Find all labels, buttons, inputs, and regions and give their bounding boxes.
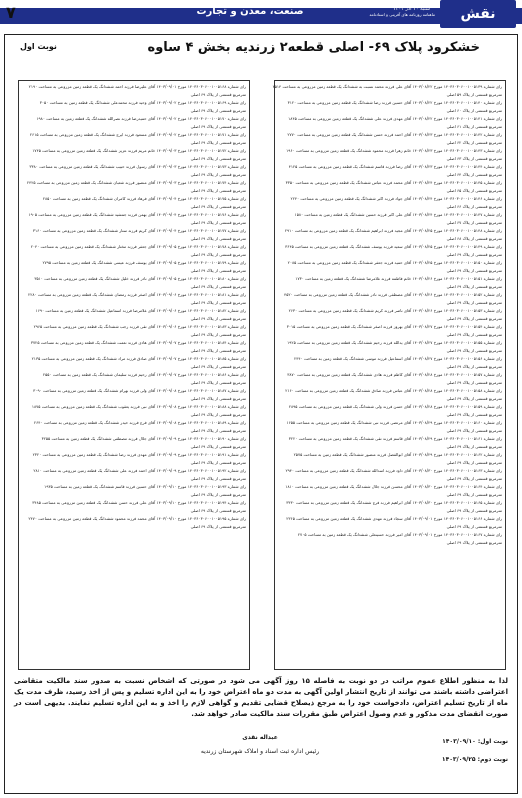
- notice-line: رای شماره ۱۴۰۳۶۰۳۰۶۰۰۱۰۰۵۱۶۹ مورخ ۱۴۰۳/۰۹/۰۲ آقای وحید فرزند محمدعلی ششدانگ یک قطعه زمین به مساحت ۳۰۵۰: [39, 100, 246, 105]
- notice-line: مترمربع قسمتی از پلاک ۶۹ اصلی: [190, 524, 246, 529]
- notice-line: مترمربع قسمتی از پلاک ۶۹ اصلی: [190, 460, 246, 465]
- notice-line: مترمربع قسمتی از پلاک ۶۹ اصلی: [190, 300, 246, 305]
- notice-line: رای شماره ۱۴۰۳۶۰۳۰۶۰۰۱۰۰۵۱۷۸ مورخ ۱۴۰۳/۰۹/۰۵ آقای جعفر فرزند مختار ششدانگ یک قطعه زمین مزروعی به مساحت ۲۰۴۰: [30, 244, 246, 249]
- tagline: ماهنامه روزنامه های آفرینی و اسنادنامه: [369, 12, 435, 17]
- newspaper-header: [0, 0, 522, 30]
- notice-line: رای شماره ۱۴۰۳۶۰۳۰۶۰۰۱۰۰۵۱۷۶ مورخ ۱۴۰۳/۰۹/۰۴ آقای بهمن فرزند جمشید ششدانگ یک قطعه زمین مزروعی به مساحت ۱۹۰۵: [28, 212, 246, 217]
- notice-line: رای شماره ۱۴۰۳۶۰۳۰۶۰۰۱۰۰۵۱۴۰ مورخ ۱۴۰۳/۰۸/۲۲ آقای حسین فرزند رضا ششدانگ یک قطعه زمین مزروعی به مساحت ۳۱۲۰: [287, 100, 502, 105]
- notice-line: رای شماره ۱۴۰۳۶۰۳۰۶۰۰۱۰۰۵۱۹۱ مورخ ۱۴۰۳/۰۹/۰۹ آقای مهدی فرزند رضا ششدانگ یک قطعه زمین مزروعی به مساحت ۲۳۲۰: [32, 452, 246, 457]
- notice-line: رای شماره ۱۴۰۳۶۰۳۰۶۰۰۱۰۰۵۱۶۴ مورخ ۱۴۰۳/۰۸/۳۰ آقای محسن فرزند جلال ششدانگ یک قطعه زمین مزروعی به مساحت ۱۸۱۰: [285, 484, 502, 489]
- notice-line: رای شماره ۱۴۰۳۶۰۳۰۶۰۰۱۰۰۵۱۴۵ مورخ ۱۴۰۳/۰۸/۲۴ آقای محمد فرزند عباس ششدانگ یک قطعه زمین مزروعی به مساحت ۳۳۵۰: [285, 180, 502, 185]
- notice-line: مترمربع قسمتی از پلاک ۶۹ اصلی: [446, 492, 502, 497]
- notice-column-right: [274, 80, 506, 670]
- notice-line: رای شماره ۱۴۰۳۶۰۳۰۶۰۰۱۰۰۵۱۶۱ مورخ ۱۴۰۳/۰۸/۲۹ آقای قاسم فرزند تقی ششدانگ یک قطعه زمین مزروعی به مساحت ۳۲۲۰: [288, 436, 502, 441]
- notice-line: رای شماره ۱۴۰۳۶۰۳۰۶۰۰۱۰۰۵۱۹۳ مورخ ۱۴۰۳/۰۹/۱۰ آقای حسین فرزند قاسم ششدانگ یک قطعه زمین به مساحت ۱۹۳۵: [44, 484, 246, 489]
- notice-line: رای شماره ۱۴۰۳۶۰۳۰۶۰۰۱۰۰۵۱۵۸ مورخ ۱۴۰۳/۰۸/۲۸ آقای عباس فرزند صادق ششدانگ یک قطعه زمین مزروعی به مساحت ۲۱۶۰: [285, 388, 502, 393]
- notice-line: مترمربع قسمتی از پلاک ۶۹ اصلی: [446, 508, 502, 513]
- notice-line: رای شماره ۱۴۰۳۶۰۳۰۶۰۰۱۰۰۵۱۹۰ مورخ ۱۴۰۳/۰۹/۰۹ آقای جلال فرزند مصطفی ششدانگ یک قطعه زمین به مساحت ۳۲۵۵: [41, 436, 246, 441]
- notice-line: رای شماره ۱۴۰۳۶۰۳۰۶۰۰۱۰۰۵۱۶۲ مورخ ۱۴۰۳/۰۸/۲۹ آقای ابوالفضل فرزند منصور ششدانگ یک قطعه زمین به مساحت ۲۵۷۵: [293, 452, 502, 457]
- notice-line: رای شماره ۱۴۰۳۶۰۳۰۶۰۰۱۰۰۵۱۴۱ مورخ ۱۴۰۳/۰۸/۲۲ آقای مهدی فرزند علی ششدانگ یک قطعه زمین مزروعی به مساحت ۱۸۴۵: [288, 116, 502, 121]
- notice-line: مترمربع قسمتی از پلاک ۶۹ اصلی: [446, 332, 502, 337]
- notice-line: رای شماره ۱۴۰۳۶۰۳۰۶۰۰۱۰۰۵۱۵۰ مورخ ۱۴۰۳/۰۸/۲۵ آقای حمید فرزند جعفر ششدانگ یک قطعه زمین مزروعی به مساحت ۲۰۸۵: [287, 260, 502, 265]
- notice-line: مترمربع قسمتی از پلاک ۶۹ اصلی: [190, 92, 246, 97]
- notice-line: مترمربع قسمتی از پلاک ۶۹ اصلی: [446, 524, 502, 529]
- notice-line: مترمربع قسمتی از پلاک ۶۹ اصلی: [190, 396, 246, 401]
- notice-line: رای شماره ۱۴۰۳۶۰۳۰۶۰۰۱۰۰۵۱۷۹ مورخ ۱۴۰۳/۰۹/۰۵ آقای یوسف فرزند عیسی ششدانگ یک قطعه زمین به مساحت ۲۷۹۵: [42, 260, 246, 265]
- notice-line: مترمربع قسمتی از پلاک ۶۹ اصلی: [446, 460, 502, 465]
- notice-line: مترمربع قسمتی از پلاک ۶۹ اصلی: [190, 476, 246, 481]
- turn-label: نوبت اول: [20, 42, 57, 51]
- page-number: ۷: [6, 3, 16, 22]
- notice-line: رای شماره ۱۴۰۳۶۰۳۰۶۰۰۱۰۰۵۱۴۳ مورخ ۱۴۰۳/۰۸/۲۳ خانم زهرا فرزند محمود ششدانگ یک قطعه زمین مزروعی به مساحت ۱۹۶۰: [286, 148, 502, 153]
- notice-line: مترمربع قسمتی از پلاک ۶۹ اصلی: [190, 204, 246, 209]
- notice-line: مترمربع قسمتی از پلاک ۶۹ اصلی: [446, 540, 502, 545]
- notice-line: رای شماره ۱۴۰۳۶۰۳۰۶۰۰۱۰۰۵۱۴۴ مورخ ۱۴۰۳/۰۸/۲۳ آقای رضا فرزند قاسم ششدانگ یک قطعه زمین مزروعی به مساحت ۴۱۲۵: [288, 164, 502, 169]
- notice-line: رای شماره ۱۴۰۳۶۰۳۰۶۰۰۱۰۰۵۱۹۲ مورخ ۱۴۰۳/۰۹/۰۹ آقای احمد فرزند علی ششدانگ یک قطعه زمین مزروعی به مساحت ۲۸۱۰: [33, 468, 246, 473]
- notice-line: رای شماره ۱۴۰۳۶۰۳۰۶۰۰۱۰۰۵۱۷۲ مورخ ۱۴۰۳/۰۹/۰۳ خانم مریم فرزند عزیز ششدانگ یک قطعه زمین مزروعی به مساحت ۱۷۴۵: [32, 148, 246, 153]
- notice-line: مترمربع قسمتی از پلاک ۶۱ اصلی: [446, 124, 502, 129]
- notice-line: رای شماره ۱۴۰۳۶۰۳۰۶۰۰۱۰۰۵۱۶۶ مورخ ۱۴۰۳/۰۹/۰۱ آقای سجاد فرزند مهدی ششدانگ یک قطعه زمین مزروعی به مساحت ۲۳۶۵: [286, 516, 502, 521]
- notice-line: مترمربع قسمتی از پلاک ۶۹ اصلی: [446, 380, 502, 385]
- notice-line: مترمربع قسمتی از پلاک ۶۹ اصلی: [190, 332, 246, 337]
- notice-line: مترمربع قسمتی از پلاک ۶۹ اصلی: [446, 300, 502, 305]
- notice-line: رای شماره ۱۴۰۳۶۰۳۰۶۰۰۱۰۰۵۱۷۰ مورخ ۱۴۰۳/۰۹/۰۲ آقای حمیدرضا فرزند نصرالله ششدانگ یک قطعه زمین به مساحت ۱۹۸۰: [36, 116, 246, 121]
- notice-line: رای شماره ۱۴۰۳۶۰۳۰۶۰۰۱۰۰۵۱۶۵ مورخ ۱۴۰۳/۰۸/۳۰ آقای ابراهیم فرزند فرج ششدانگ یک قطعه زمین مزروعی به مساحت ۳۴۳۰: [286, 500, 502, 505]
- notice-line: مترمربع قسمتی از پلاک ۶۹ اصلی: [190, 348, 246, 353]
- notice-line: رای شماره ۱۴۰۳۶۰۳۰۶۰۰۱۰۰۵۱۵۶ مورخ ۱۴۰۳/۰۸/۲۷ آقای اسماعیل فرزند موسی ششدانگ یک قطعه زمین به مساحت ۲۴۴۰: [294, 356, 502, 361]
- notice-line: مترمربع قسمتی از پلاک ۶۳ اصلی: [446, 156, 502, 161]
- notice-line: مترمربع قسمتی از پلاک ۶۹ اصلی: [190, 172, 246, 177]
- notice-line: مترمربع قسمتی از پلاک ۶۹ اصلی: [190, 236, 246, 241]
- notice-line: مترمربع قسمتی از پلاک ۶۹ اصلی: [446, 348, 502, 353]
- notice-line: مترمربع قسمتی از پلاک ۶۹ اصلی: [446, 428, 502, 433]
- notice-line: رای شماره ۱۴۰۳۶۰۳۰۶۰۰۱۰۰۵۱۸۳ مورخ ۱۴۰۳/۰۹/۰۶ آقای تقی فرزند رجب ششدانگ یک قطعه زمین مزروعی به مساحت ۲۹۶۵: [33, 324, 246, 329]
- notice-line: رای شماره ۱۴۰۳۶۰۳۰۶۰۰۱۰۰۵۱۵۳ مورخ ۱۴۰۳/۰۸/۲۶ آقای ناصر فرزند کریم ششدانگ یک قطعه زمین مزروعی به مساحت ۲۶۳۰: [288, 308, 502, 313]
- notice-line: مترمربع قسمتی از پلاک ۶۹ اصلی: [190, 124, 246, 129]
- signer-name: عبداله نقدی: [242, 734, 278, 741]
- notice-line: مترمربع قسمتی از پلاک ۶۹ اصلی: [190, 380, 246, 385]
- notice-line: رای شماره ۱۴۰۳۶۰۳۰۶۰۰۱۰۰۵۱۷۵ مورخ ۱۴۰۳/۰۹/۰۴ آقای فرهاد فرزند کامران ششدانگ یک قطعه زمین به مساحت ۲۸۵۰: [42, 196, 246, 201]
- notice-line: رای شماره ۱۴۰۳۶۰۳۰۶۰۰۱۰۰۵۱۷۴ مورخ ۱۴۰۳/۰۹/۰۳ آقای منصور فرزند شعبان ششدانگ یک قطعه زمین مزروعی به مساحت ۲۴۲۵: [26, 180, 246, 185]
- section-title: صنعت، معدن و تجارت: [196, 6, 304, 17]
- notice-line: رای شماره ۱۴۰۳۶۰۳۰۶۰۰۱۰۰۵۱۵۵ مورخ ۱۴۰۳/۰۸/۲۷ آقای یدالله فرزند رحیم ششدانگ یک قطعه زمین مزروعی به مساحت ۱۹۲۵: [287, 340, 502, 345]
- notice-line: مترمربع قسمتی از پلاک ۶۹ اصلی: [190, 492, 246, 497]
- notice-line: رای شماره ۱۴۰۳۶۰۳۰۶۰۰۱۰۰۵۱۸۱ مورخ ۱۴۰۳/۰۹/۰۶ آقای اصغر فرزند رمضان ششدانگ یک قطعه زمین مزروعی به مساحت ۲۲۸۰: [28, 292, 246, 297]
- notice-line: رای شماره ۱۴۰۳۶۰۳۰۶۰۰۱۰۰۵۱۴۲ مورخ ۱۴۰۳/۰۸/۲۳ آقای احمد فرزند حسن ششدانگ یک قطعه زمین مزروعی به مساحت ۲۷۷۰: [287, 132, 502, 137]
- notice-line: مترمربع قسمتی از پلاک ۵۹ اصلی: [446, 92, 502, 97]
- notice-line: مترمربع قسمتی از پلاک ۶۰ اصلی: [446, 108, 502, 113]
- notice-line: رای شماره ۱۴۰۳۶۰۳۰۶۰۰۱۰۰۵۱۹۵ مورخ ۱۴۰۳/۰۹/۱۰ آقای محمد فرزند محمود ششدانگ یک قطعه زمین مزروعی به مساحت ۲۴۷۰: [28, 516, 246, 521]
- notice-line: رای شماره ۱۴۰۳۶۰۳۰۶۰۰۱۰۰۵۱۵۴ مورخ ۱۴۰۳/۰۸/۲۷ آقای بهروز فرزند اصغر ششدانگ یک قطعه زمین مزروعی به مساحت ۳۰۱۵: [286, 324, 502, 329]
- notice-line: مترمربع قسمتی از پلاک ۶۷ اصلی: [446, 220, 502, 225]
- notice-line: رای شماره ۱۴۰۳۶۰۳۰۶۰۰۱۰۰۵۱۸۶ مورخ ۱۴۰۳/۰۹/۰۷ آقای رحیم فرزند سلیمان ششدانگ یک قطعه زمین به مساحت ۲۵۵۰: [42, 372, 246, 377]
- notice-line: رای شماره ۱۴۰۳۶۰۳۰۶۰۰۱۰۰۵۱۵۷ مورخ ۱۴۰۳/۰۸/۲۸ آقای کاظم فرزند هادی ششدانگ یک قطعه زمین مزروعی به مساحت ۳۸۷۰: [287, 372, 502, 377]
- notice-title: خشکرود پلاک ۶۹- اصلی قطعه۲ زرندیه بخش ۴ ساوه: [147, 40, 480, 55]
- notice-line: مترمربع قسمتی از پلاک ۶۹ اصلی: [446, 444, 502, 449]
- issue-date: شنبه ۱۰ آذر ۱۴۰۳: [393, 6, 430, 12]
- notice-line: مترمربع قسمتی از پلاک ۶۴ اصلی: [446, 172, 502, 177]
- notice-line: رای شماره ۱۴۰۳۶۰۳۰۶۰۰۱۰۰۵۱۸۷ مورخ ۱۴۰۳/۰۹/۰۸ آقای ولی فرزند بهرام ششدانگ یک قطعه زمین مزروعی به مساحت ۳۰۹۰: [33, 388, 246, 393]
- notice-line: رای شماره ۱۴۰۳۶۰۳۰۶۰۰۱۰۰۵۱۴۹ مورخ ۱۴۰۳/۰۸/۲۵ آقای سعید فرزند یوسف ششدانگ یک قطعه زمین مزروعی به مساحت ۳۶۴۵: [285, 244, 502, 249]
- notice-line: مترمربع قسمتی از پلاک ۶۹ اصلی: [190, 140, 246, 145]
- notice-line: مترمربع قسمتی از پلاک ۶۹ اصلی: [190, 156, 246, 161]
- notice-line: مترمربع قسمتی از پلاک ۶۹ اصلی: [190, 220, 246, 225]
- notice-line: رای شماره ۱۴۰۳۶۰۳۰۶۰۰۱۰۰۵۱۵۱ مورخ ۱۴۰۳/۰۸/۲۶ خانم فاطمه فرزند غلامرضا ششدانگ یک قطعه زمین به مساحت ۱۷۳۰: [295, 276, 502, 281]
- notice-line: مترمربع قسمتی از پلاک ۶۹ اصلی: [446, 268, 502, 273]
- notice-line: مترمربع قسمتی از پلاک ۶۵ اصلی: [446, 188, 502, 193]
- notice-line: مترمربع قسمتی از پلاک ۶۹ اصلی: [446, 252, 502, 257]
- notice-line: مترمربع قسمتی از پلاک ۶۹ اصلی: [190, 444, 246, 449]
- notice-line: رای شماره ۱۴۰۳۶۰۳۰۶۰۰۱۰۰۵۱۷۱ مورخ ۱۴۰۳/۰۹/۰۲ آقای مسعود فرزند ایرج ششدانگ یک قطعه زمین مزروعی به مساحت ۲۶۱۵: [29, 132, 246, 137]
- notice-line: رای شماره ۱۴۰۳۶۰۳۰۶۰۰۱۰۰۵۱۳۹ مورخ ۱۴۰۳/۰۸/۲۲ آقای علی فرزند محمد نسبت به ششدانگ یک قطعه زمین مزروعی به مساحت ۲۵۱۴: [272, 84, 502, 89]
- notice-line: مترمربع قسمتی از پلاک ۶۲ اصلی: [446, 140, 502, 145]
- notice-line: رای شماره ۱۴۰۳۶۰۳۰۶۰۰۱۰۰۵۱۶۰ مورخ ۱۴۰۳/۰۸/۲۹ آقای مرتضی فرزند نبی ششدانگ یک قطعه زمین مزروعی به مساحت ۱۶۵۵: [286, 420, 502, 425]
- notice-line: رای شماره ۱۴۰۳۶۰۳۰۶۰۰۱۰۰۵۱۸۴ مورخ ۱۴۰۳/۰۹/۰۷ آقای هادی فرزند نعمت ششدانگ یک قطعه زمین مزروعی به مساحت ۳۷۲۵: [30, 340, 246, 345]
- notice-footer-text: لذا به منظور اطلاع عموم مراتب در دو نوبت به فاصله ۱۵ روز آگهی می شود در صورتی که اشخاص نسبت به صدور سند مالکیت متقاضی اعتراضی داشته باشند می توانند از تاریخ انتشار اولین آگهی به مدت دو ماه اعتراض خود را به این اداره تسلیم و پس از اخذ رسید، ظرف مدت یک ماه از تاریخ تسلیم اعتراض، دادخواست خود را به مرجع ذیصلاح قضایی تقدیم و گواهی لازم را اخذ و به این اداره تسلیم نمایند. بدیهی است در صورت انقضای مدت مذکور و عدم وصول اعتراض طبق مقررات سند مالکیت صادر خواهد شد.: [14, 677, 508, 718]
- newspaper-logo: نقش: [440, 0, 516, 28]
- notice-column-left: [18, 80, 250, 670]
- first-publication-date: نوبت اول: ۱۴۰۳/۰۹/۱۰: [442, 738, 508, 745]
- second-publication-date: نوبت دوم: ۱۴۰۳/۰۹/۲۵: [441, 756, 508, 763]
- notice-line: مترمربع قسمتی از پلاک ۶۹ اصلی: [446, 316, 502, 321]
- notice-line: مترمربع قسمتی از پلاک ۶۹ اصلی: [190, 284, 246, 289]
- notice-line: مترمربع قسمتی از پلاک ۶۹ اصلی: [190, 268, 246, 273]
- notice-line: مترمربع قسمتی از پلاک ۶۹ اصلی: [446, 396, 502, 401]
- notice-line: رای شماره ۱۴۰۳۶۰۳۰۶۰۰۱۰۰۵۱۸۸ مورخ ۱۴۰۳/۰۹/۰۸ آقای نبی فرزند یعقوب ششدانگ یک قطعه زمین مزروعی به مساحت ۱۸۷۵: [31, 404, 246, 409]
- notice-line: مترمربع قسمتی از پلاک ۶۹ اصلی: [190, 316, 246, 321]
- notice-line: رای شماره ۱۴۰۳۶۰۳۰۶۰۰۱۰۰۵۱۸۹ مورخ ۱۴۰۳/۰۹/۰۸ آقای فرج فرزند حیدر ششدانگ یک قطعه زمین مزروعی به مساحت ۲۶۴۰: [33, 420, 246, 425]
- notice-line: رای شماره ۱۴۰۳۶۰۳۰۶۰۰۱۰۰۵۱۶۷ مورخ ۱۴۰۳/۰۹/۰۱ آقای امیر فرزند حسینعلی ششدانگ یک قطعه زمین به مساحت ۲۷۰۵: [297, 532, 502, 537]
- notice-line: مترمربع قسمتی از پلاک ۶۸ اصلی: [446, 236, 502, 241]
- notice-line: مترمربع قسمتی از پلاک ۶۹ اصلی: [190, 412, 246, 417]
- notice-line: رای شماره ۱۴۰۳۶۰۳۰۶۰۰۱۰۰۵۱۴۷ مورخ ۱۴۰۳/۰۸/۲۴ آقای علی اکبر فرزند حسین ششدانگ یک قطعه زمین به مساحت ۱۵۸۰: [294, 212, 502, 217]
- notice-line: رای شماره ۱۴۰۳۶۰۳۰۶۰۰۱۰۰۵۱۵۲ مورخ ۱۴۰۳/۰۸/۲۶ آقای مصطفی فرزند نادر ششدانگ یک قطعه زمین مزروعی به مساحت ۴۵۲۰: [284, 292, 502, 297]
- notice-line: رای شماره ۱۴۰۳۶۰۳۰۶۰۰۱۰۰۵۱۷۳ مورخ ۱۴۰۳/۰۹/۰۳ آقای رسول فرزند حبیب ششدانگ یک قطعه زمین مزروعی به مساحت ۳۳۸۰: [29, 164, 246, 169]
- notice-line: رای شماره ۱۴۰۳۶۰۳۰۶۰۰۱۰۰۵۱۸۲ مورخ ۱۴۰۳/۰۹/۰۶ آقای غلامرضا فرزند اسماعیل ششدانگ یک قطعه زمین به مساحت ۱۶۹۰: [35, 308, 246, 313]
- notice-line: رای شماره ۱۴۰۳۶۰۳۰۶۰۰۱۰۰۵۱۶۸ مورخ ۱۴۰۳/۰۹/۰۱ آقای علیرضا فرزند احمد ششدانگ یک قطعه زمین مزروعی به مساحت ۲۱۹۰: [28, 84, 246, 89]
- notice-line: مترمربع قسمتی از پلاک ۶۹ اصلی: [190, 428, 246, 433]
- notice-line: مترمربع قسمتی از پلاک ۶۹ اصلی: [190, 108, 246, 113]
- notice-line: مترمربع قسمتی از پلاک ۶۹ اصلی: [446, 284, 502, 289]
- notice-line: رای شماره ۱۴۰۳۶۰۳۰۶۰۰۱۰۰۵۱۸۰ مورخ ۱۴۰۳/۰۹/۰۵ آقای نادر فرزند خلیل ششدانگ یک قطعه زمین مزروعی به مساحت ۳۵۱۰: [34, 276, 246, 281]
- notice-line: مترمربع قسمتی از پلاک ۶۶ اصلی: [446, 204, 502, 209]
- notice-line: مترمربع قسمتی از پلاک ۶۹ اصلی: [190, 188, 246, 193]
- notice-line: مترمربع قسمتی از پلاک ۶۹ اصلی: [446, 364, 502, 369]
- notice-line: رای شماره ۱۴۰۳۶۰۳۰۶۰۰۱۰۰۵۱۷۷ مورخ ۱۴۰۳/۰۹/۰۴ آقای کریم فرزند ستار ششدانگ یک قطعه زمین مزروعی به مساحت ۳۱۶۰: [32, 228, 246, 233]
- notice-line: مترمربع قسمتی از پلاک ۶۹ اصلی: [446, 412, 502, 417]
- notice-line: رای شماره ۱۴۰۳۶۰۳۰۶۰۰۱۰۰۵۱۵۹ مورخ ۱۴۰۳/۰۸/۲۸ آقای حسن فرزند ولی ششدانگ یک قطعه زمین مزروعی به مساحت ۲۸۹۵: [288, 404, 502, 409]
- notice-line: رای شماره ۱۴۰۳۶۰۳۰۶۰۰۱۰۰۵۱۴۶ مورخ ۱۴۰۳/۰۸/۲۴ آقای جواد فرزند اکبر ششدانگ یک قطعه زمین مزروعی به مساحت ۲۲۴۰: [290, 196, 502, 201]
- notice-line: رای شماره ۱۴۰۳۶۰۳۰۶۰۰۱۰۰۵۱۶۳ مورخ ۱۴۰۳/۰۸/۳۰ آقای داود فرزند اسدالله ششدانگ یک قطعه زمین مزروعی به مساحت ۲۹۴۰: [285, 468, 502, 473]
- signer-title: رئیس اداره ثبت اسناد و املاک شهرستان زرندیه: [200, 748, 320, 755]
- notice-line: مترمربع قسمتی از پلاک ۶۹ اصلی: [190, 364, 246, 369]
- notice-line: مترمربع قسمتی از پلاک ۶۹ اصلی: [190, 508, 246, 513]
- notice-line: مترمربع قسمتی از پلاک ۶۹ اصلی: [446, 476, 502, 481]
- notice-line: رای شماره ۱۴۰۳۶۰۳۰۶۰۰۱۰۰۵۱۴۸ مورخ ۱۴۰۳/۰۸/۲۵ آقای مجید فرزند ابراهیم ششدانگ یک قطعه زمین مزروعی به مساحت ۲۹۱۰: [284, 228, 502, 233]
- notice-line: رای شماره ۱۴۰۳۶۰۳۰۶۰۰۱۰۰۵۱۹۴ مورخ ۱۴۰۳/۰۹/۱۰ آقای علی فرزند حسن ششدانگ یک قطعه زمین مزروعی به مساحت ۳۴۸۵: [32, 500, 246, 505]
- notice-line: رای شماره ۱۴۰۳۶۰۳۰۶۰۰۱۰۰۵۱۸۵ مورخ ۱۴۰۳/۰۹/۰۷ آقای صادق فرزند مراد ششدانگ یک قطعه زمین مزروعی به مساحت ۲۱۳۵: [31, 356, 246, 361]
- notice-line: مترمربع قسمتی از پلاک ۶۹ اصلی: [190, 252, 246, 257]
